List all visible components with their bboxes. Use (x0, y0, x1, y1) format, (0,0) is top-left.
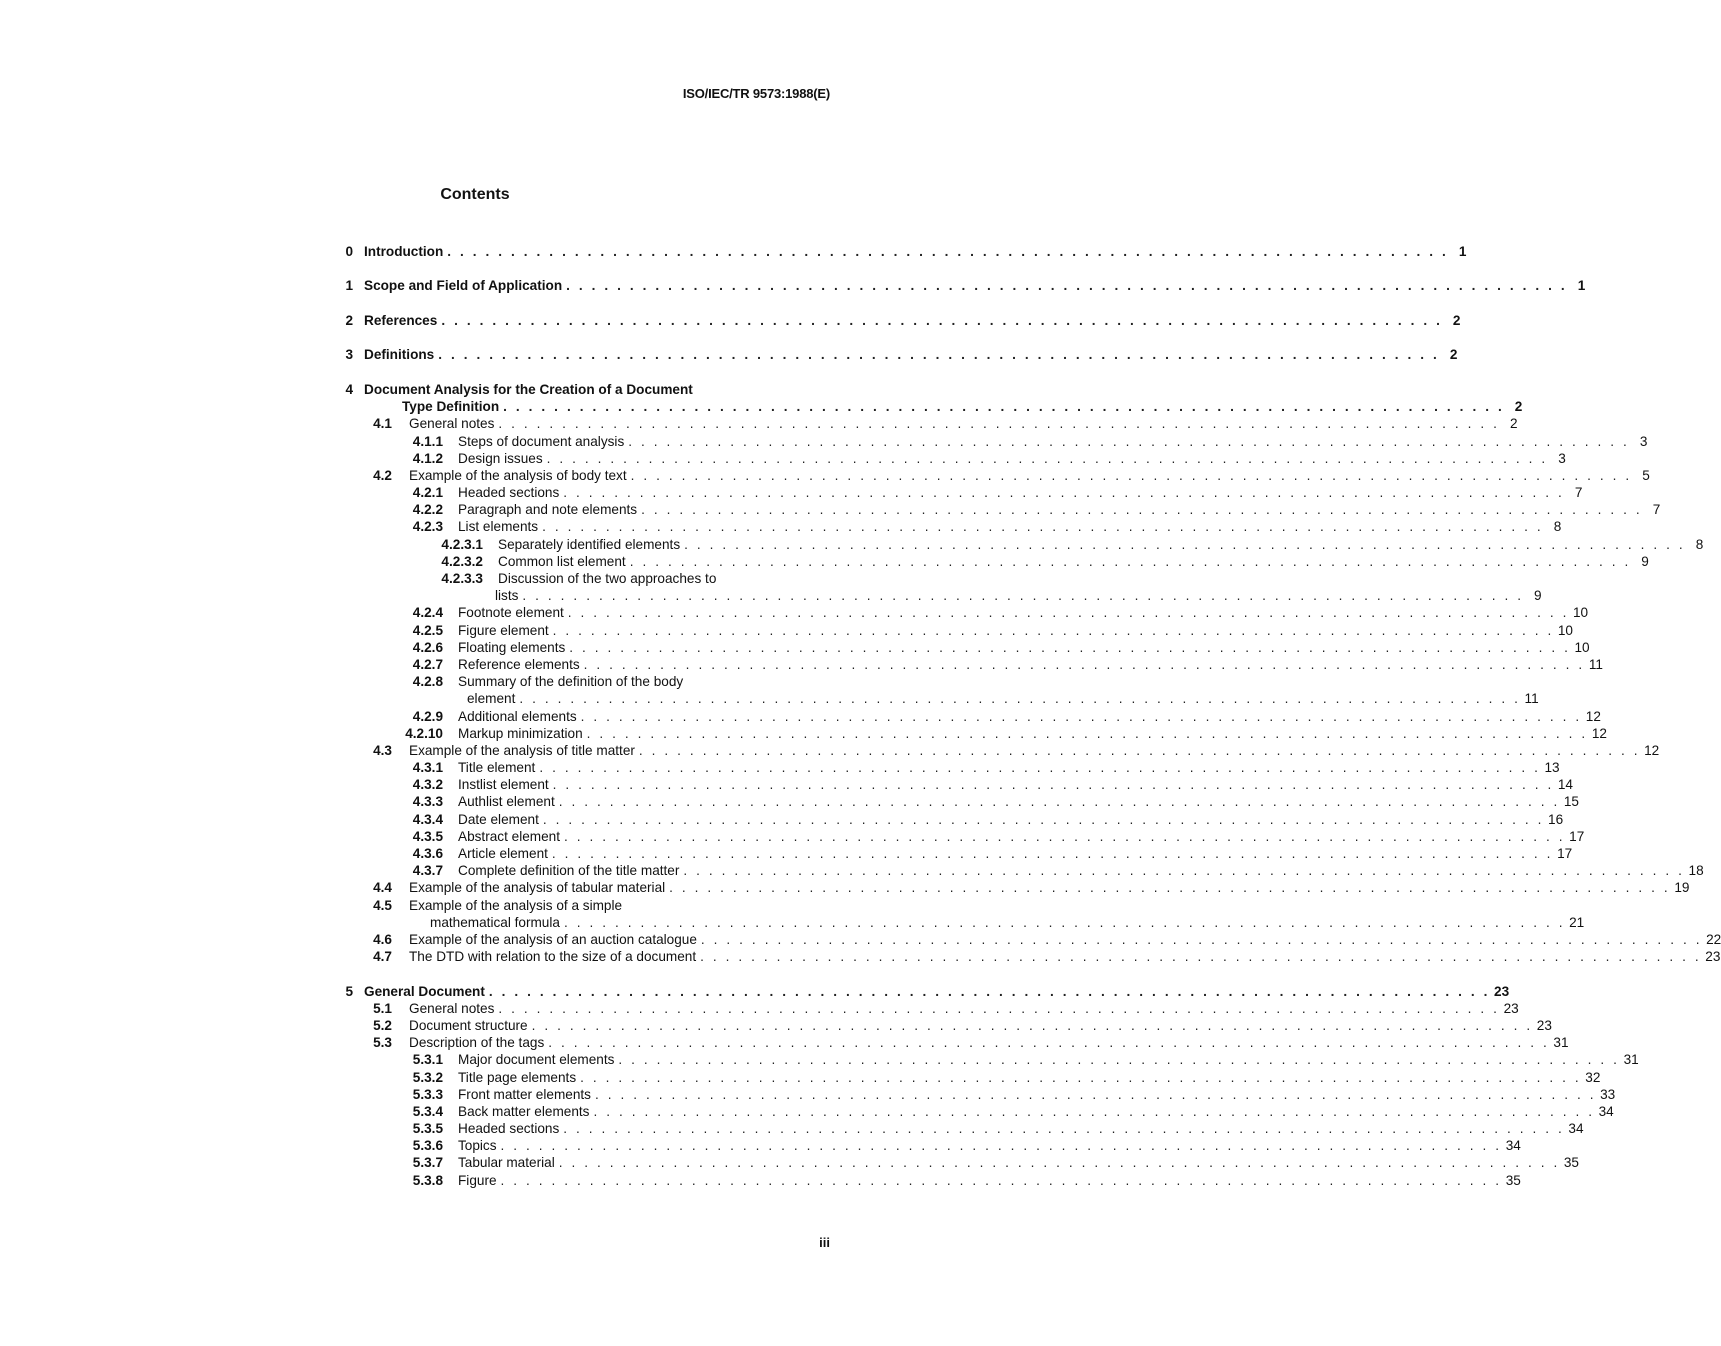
toc-entry-page: 10 (1572, 605, 1589, 621)
toc-entry-title: Design issues (458, 450, 543, 466)
toc-entry-title: The DTD with relation to the size of a document (409, 949, 697, 965)
toc-entry-title: Example of the analysis of a simple (409, 897, 623, 913)
toc-entry-page: 2 (1449, 347, 1458, 363)
toc-entry-title: Headed sections (458, 1121, 560, 1137)
dot-leader: . . . . . . . . . . . . . . . . . . . . . . . . . . . . . . . . . . . . . . . . . . . . . . . . . . . . . . . . . . . . . . . . . . . . . . . . . . . . . . . (630, 467, 1632, 483)
dot-leader: . . . . . . . . . . . . . . . . . . . . . . . . . . . . . . . . . . . . . . . . . . . . . . . . . . . . . . . . . . . . . . . . . . . . . . . . . . . . . . . (669, 880, 1671, 896)
toc-entry-title: Additional elements (458, 708, 577, 724)
toc-entry-page: 17 (1569, 828, 1585, 844)
toc-entry-number: 4.3.4 (412, 811, 443, 827)
toc-entry-number: 3 (345, 347, 353, 363)
spacer (345, 364, 830, 381)
toc-entry-page: 9 (1641, 553, 1649, 569)
dot-leader: . . . . . . . . . . . . . . . . . . . . . . . . . . . . . . . . . . . . . . . . . . . . . . . . . . . . . . . . . . . . . . . . . . . . . . . . . . . . . . . (551, 846, 1554, 861)
toc-entry (345, 1172, 1521, 1189)
toc-entry-title: Back matter elements (458, 1103, 590, 1119)
toc-entry (345, 673, 830, 690)
toc-entry-page: 1 (1577, 278, 1586, 294)
toc-entry-page: 1 (1458, 244, 1467, 259)
toc-entry-number: 4.2.3 (412, 519, 443, 535)
dot-leader: . . . . . . . . . . . . . . . . . . . . . . . . . . . . . . . . . . . . . . . . . . . . . . . . . . . . . . . . . . . . . . . . . . . . . . . . . . . . . . . (503, 399, 1505, 415)
toc-entry (345, 467, 1650, 484)
toc-entry-page: 10 (1574, 639, 1590, 655)
toc-entry (345, 243, 1467, 260)
toc-entry-page: 22 (1706, 931, 1721, 947)
toc-entry-number: 4.3.5 (412, 828, 443, 844)
toc-entry-number: 5.3 (373, 1035, 392, 1051)
toc-entry (345, 450, 1566, 467)
toc-entry-page: 23 (1536, 1017, 1552, 1033)
toc-entry-number: 4.2.5 (412, 622, 443, 638)
toc-entry (345, 1103, 1614, 1120)
toc-entry-title: Title page elements (458, 1069, 577, 1085)
toc-entry-page: 10 (1557, 622, 1573, 638)
toc-entry-title: Document Analysis for the Creation of a Document (364, 381, 693, 397)
toc-entry (345, 1034, 1569, 1051)
toc-entry (345, 1137, 1521, 1154)
toc-entry-page: 2 (1452, 312, 1461, 328)
toc-entry (345, 433, 1648, 450)
toc-entry-number: 5.3.5 (412, 1121, 443, 1137)
toc-entry-page: 21 (1569, 914, 1585, 930)
spacer (345, 295, 830, 312)
toc-entry-title: Example of the analysis of tabular material (409, 880, 666, 896)
toc-entry-number: 5.3.7 (412, 1155, 443, 1171)
table-of-contents (345, 243, 1721, 1189)
toc-entry-title: Type Definition (402, 399, 500, 415)
toc-entry-number: 1 (345, 278, 353, 294)
toc-entry (345, 759, 1560, 776)
toc-entry-page: 33 (1600, 1086, 1616, 1102)
toc-entry (345, 536, 1704, 553)
toc-entry-number: 5.2 (373, 1017, 392, 1033)
toc-entry (345, 1000, 1519, 1017)
dot-leader: . . . . . . . . . . . . . . . . . . . . . . . . . . . . . . . . . . . . . . . . . . . . . . . . . . . . . . . . . . . . . . . . . . . . . . . . . . . . . . . (441, 312, 1443, 328)
toc-entry-page: 8 (1695, 536, 1704, 552)
dot-leader: . . . . . . . . . . . . . . . . . . . . . . . . . . . . . . . . . . . . . . . . . . . . . . . . . . . . . . . . . . . . . . . . . . . . . . . . . . . . . . . (586, 725, 1588, 741)
dot-leader: . . . . . . . . . . . . . . . . . . . . . . . . . . . . . . . . . . . . . . . . . . . . . . . . . . . . . . . . . . . . . . . . . . . . . . . . . . . . . . . (558, 794, 1560, 810)
toc-entry-page: 17 (1557, 846, 1573, 861)
toc-entry-number: 5.3.8 (412, 1172, 443, 1188)
toc-entry (345, 690, 1539, 707)
toc-entry-page: 12 (1585, 708, 1601, 724)
toc-entry-number: 4.2.2 (412, 502, 443, 518)
dot-leader: . . . . . . . . . . . . . . . . . . . . . . . . . . . . . . . . . . . . . . . . . . . . . . . . . . . . . . . . . . . . . . . . . . . . . . . . . . . . . . . (488, 983, 1491, 999)
toc-entry-page: 23 (1503, 1000, 1519, 1016)
toc-entry (345, 484, 1583, 501)
toc-entry-number: 4.2.7 (412, 656, 443, 672)
toc-entry (345, 415, 1518, 432)
toc-entry-title: Article element (458, 846, 548, 861)
toc-entry-title: Footnote element (458, 605, 564, 621)
toc-entry (345, 828, 1585, 845)
toc-entry-title: Topics (458, 1138, 497, 1154)
dot-leader: . . . . . . . . . . . . . . . . . . . . . . . . . . . . . . . . . . . . . . . . . . . . . . . . . . . . . . . . . . . . . . . . . . . . . . . . . . . . . . . (438, 347, 1440, 363)
toc-entry (345, 983, 1510, 1000)
toc-entry-page: 31 (1553, 1035, 1569, 1051)
toc-entry-title: General Document (364, 983, 485, 999)
toc-entry-title: Complete definition of the title matter (458, 863, 680, 879)
toc-entry-number: 4.2.3.1 (441, 536, 483, 552)
dot-leader: . . . . . . . . . . . . . . . . . . . . . . . . . . . . . . . . . . . . . . . . . . . . . . . . . . . . . . . . . . . . . . . . . . . . . . . . . . . . . . . (542, 811, 1545, 827)
toc-entry-page: 12 (1591, 725, 1607, 741)
toc-entry-page: 2 (1514, 399, 1523, 415)
dot-leader: . . . . . . . . . . . . . . . . . . . . . . . . . . . . . . . . . . . . . . . . . . . . . . . . . . . . . . . . . . . . . . . . . . . . . . . . . . . . . . . (629, 553, 1631, 569)
toc-entry-number: 5.1 (373, 1000, 392, 1016)
toc-entry (345, 604, 1589, 621)
toc-entry-title: Example of the analysis of body text (409, 467, 627, 483)
toc-entry-number: 4.2.10 (405, 725, 443, 741)
toc-entry (345, 501, 1661, 518)
toc-entry (345, 776, 1573, 793)
toc-entry (345, 639, 1590, 656)
toc-entry-title: Reference elements (458, 656, 580, 672)
toc-entry (345, 931, 1721, 948)
toc-entry (345, 381, 830, 398)
toc-entry-title: Example of the analysis of title matter (409, 742, 635, 758)
toc-entry-title: Major document elements (458, 1052, 615, 1068)
toc-entry (345, 725, 1607, 742)
toc-entry-number: 4.3.7 (412, 863, 443, 879)
toc-entry-page: 3 (1639, 433, 1648, 449)
dot-leader: . . . . . . . . . . . . . . . . . . . . . . . . . . . . . . . . . . . . . . . . . . . . . . . . . . . . . . . . . . . . . . . . . . . . . . . . . . . . . . . (583, 656, 1585, 672)
dot-leader: . . . . . . . . . . . . . . . . . . . . . . . . . . . . . . . . . . . . . . . . . . . . . . . . . . . . . . . . . . . . . . . . . . . . . . . . . . . . . . . (563, 1121, 1565, 1137)
toc-entry (345, 346, 1458, 363)
toc-entry-number: 4.5 (373, 897, 392, 913)
toc-entry (345, 312, 1461, 329)
toc-entry (345, 553, 1649, 570)
toc-entry-title: Figure (458, 1172, 497, 1188)
toc-entry-title: Abstract element (458, 828, 560, 844)
dot-leader: . . . . . . . . . . . . . . . . . . . . . . . . . . . . . . . . . . . . . . . . . . . . . . . . . . . . . . . . . . . . . . . . . . . . . . . . . . . . . . . (700, 949, 1702, 965)
toc-entry-page: 3 (1558, 450, 1566, 466)
dot-leader: . . . . . . . . . . . . . . . . . . . . . . . . . . . . . . . . . . . . . . . . . . . . . . . . . . . . . . . . . . . . . . . . . . . . . . . . . . . . . . . (546, 450, 1548, 466)
toc-entry-number: 5.3.3 (412, 1086, 443, 1102)
toc-entry (345, 862, 1704, 879)
toc-entry (345, 587, 1542, 604)
toc-entry (345, 845, 1573, 862)
dot-leader: . . . . . . . . . . . . . . . . . . . . . . . . . . . . . . . . . . . . . . . . . . . . . . . . . . . . . . . . . . . . . . . . . . . . . . . . . . . . . . . (580, 708, 1582, 724)
spacer (345, 260, 830, 277)
dot-leader: . . . . . . . . . . . . . . . . . . . . . . . . . . . . . . . . . . . . . . . . . . . . . . . . . . . . . . . . . . . . . . . . . . . . . . . . . . . . . . . (700, 931, 1703, 947)
dot-leader: . . . . . . . . . . . . . . . . . . . . . . . . . . . . . . . . . . . . . . . . . . . . . . . . . . . . . . . . . . . . . . . . . . . . . . . . . . . . . . . (564, 828, 1566, 844)
toc-entry-title: lists (495, 588, 519, 604)
toc-entry (345, 1120, 1584, 1137)
toc-entry (345, 742, 1660, 759)
toc-entry-page: 8 (1553, 519, 1562, 535)
toc-entry-number: 4.1.2 (412, 450, 443, 466)
toc-entry-title: Authlist element (458, 794, 555, 810)
toc-entry-number: 4.2.3.3 (441, 571, 483, 586)
toc-entry-page: 7 (1574, 485, 1583, 501)
dot-leader: . . . . . . . . . . . . . . . . . . . . . . . . . . . . . . . . . . . . . . . . . . . . . . . . . . . . . . . . . . . . . . . . . . . . . . . . . . . . . . . (638, 742, 1641, 758)
dot-leader: . . . . . . . . . . . . . . . . . . . . . . . . . . . . . . . . . . . . . . . . . . . . . . . . . . . . . . . . . . . . . . . . . . . . . . . . . . . . . . . (522, 588, 1524, 604)
dot-leader: . . . . . . . . . . . . . . . . . . . . . . . . . . . . . . . . . . . . . . . . . . . . . . . . . . . . . . . . . . . . . . . . . . . . . . . . . . . . . . . (641, 502, 1643, 518)
toc-entry (345, 879, 1690, 896)
toc-entry-title: Summary of the definition of the body (458, 674, 684, 690)
dot-leader: . . . . . . . . . . . . . . . . . . . . . . . . . . . . . . . . . . . . . . . . . . . . . . . . . . . . . . . . . . . . . . . . . . . . . . . . . . . . . . . (552, 622, 1554, 638)
page-title: Contents (440, 186, 510, 203)
toc-entry (345, 656, 1603, 673)
dot-leader: . . . . . . . . . . . . . . . . . . . . . . . . . . . . . . . . . . . . . . . . . . . . . . . . . . . . . . . . . . . . . . . . . . . . . . . . . . . . . . . (558, 1155, 1560, 1171)
toc-entry-number: 4.2.9 (412, 708, 443, 724)
toc-entry-number: 4.2 (373, 467, 392, 483)
toc-entry-title: Example of the analysis of an auction catalogue (409, 931, 697, 947)
dot-leader: . . . . . . . . . . . . . . . . . . . . . . . . . . . . . . . . . . . . . . . . . . . . . . . . . . . . . . . . . . . . . . . . . . . . . . . . . . . . . . . (500, 1138, 1502, 1154)
toc-entry-page: 35 (1563, 1155, 1579, 1171)
toc-entry-title: Date element (458, 811, 539, 827)
toc-entry (345, 277, 1586, 294)
dot-leader: . . . . . . . . . . . . . . . . . . . . . . . . . . . . . . . . . . . . . . . . . . . . . . . . . . . . . . . . . . . . . . . . . . . . . . . . . . . . . . . (447, 244, 1449, 259)
toc-entry-page: 18 (1688, 863, 1704, 879)
toc-entry-number: 4.3.1 (412, 760, 443, 776)
toc-entry (345, 811, 1564, 828)
toc-entry-title: Markup minimization (458, 725, 583, 741)
toc-entry-title: Description of the tags (409, 1035, 545, 1051)
toc-entry-title: Title element (458, 760, 536, 776)
toc-entry (345, 1017, 1552, 1034)
dot-leader: . . . . . . . . . . . . . . . . . . . . . . . . . . . . . . . . . . . . . . . . . . . . . . . . . . . . . . . . . . . . . . . . . . . . . . . . . . . . . . . (628, 433, 1630, 449)
toc-entry-title: References (364, 312, 438, 328)
toc-entry-page: 2 (1510, 416, 1518, 432)
toc-entry-page: 34 (1598, 1103, 1614, 1119)
dot-leader: . . . . . . . . . . . . . . . . . . . . . . . . . . . . . . . . . . . . . . . . . . . . . . . . . . . . . . . . . . . . . . . . . . . . . . . . . . . . . . . (498, 416, 1500, 432)
dot-leader: . . . . . . . . . . . . . . . . . . . . . . . . . . . . . . . . . . . . . . . . . . . . . . . . . . . . . . . . . . . . . . . . . . . . . . . . . . . . . . . (548, 1035, 1550, 1051)
toc-entry-number: 4 (345, 381, 353, 397)
toc-entry (345, 622, 1573, 639)
toc-entry-page: 16 (1548, 811, 1564, 827)
dot-leader: . . . . . . . . . . . . . . . . . . . . . . . . . . . . . . . . . . . . . . . . . . . . . . . . . . . . . . . . . . . . . . . . . . . . . . . . . . . . . . . (519, 691, 1521, 707)
toc-entry-page: 19 (1674, 880, 1690, 896)
toc-entry-number: 5.3.2 (412, 1069, 443, 1085)
toc-entry (345, 570, 830, 587)
toc-entry-title: Tabular material (458, 1155, 555, 1171)
toc-entry-title: Paragraph and note elements (458, 502, 638, 518)
toc-entry (345, 948, 1721, 965)
toc-entry-number: 4.2.1 (412, 485, 443, 501)
toc-entry-title: mathematical formula (430, 914, 560, 930)
toc-entry-number: 5.3.6 (412, 1138, 443, 1154)
toc-entry (345, 708, 1601, 725)
toc-entry-page: 13 (1544, 760, 1560, 776)
toc-entry (345, 914, 1585, 931)
dot-leader: . . . . . . . . . . . . . . . . . . . . . . . . . . . . . . . . . . . . . . . . . . . . . . . . . . . . . . . . . . . . . . . . . . . . . . . . . . . . . . . (531, 1017, 1533, 1033)
toc-entry-page: 23 (1705, 949, 1721, 965)
toc-entry (345, 1154, 1579, 1171)
toc-entry-title: Scope and Field of Application (364, 278, 563, 294)
toc-entry (345, 897, 830, 914)
page-number: iii (819, 1235, 830, 1250)
toc-entry (345, 1086, 1616, 1103)
toc-entry-title: General notes (409, 416, 495, 432)
dot-leader: . . . . . . . . . . . . . . . . . . . . . . . . . . . . . . . . . . . . . . . . . . . . . . . . . . . . . . . . . . . . . . . . . . . . . . . . . . . . . . . (552, 777, 1554, 793)
toc-entry-number: 0 (345, 244, 353, 259)
dot-leader: . . . . . . . . . . . . . . . . . . . . . . . . . . . . . . . . . . . . . . . . . . . . . . . . . . . . . . . . . . . . . . . . . . . . . . . . . . . . . . . (563, 914, 1566, 930)
toc-entry-number: 4.4 (373, 880, 392, 896)
toc-entry-title: element (467, 691, 516, 707)
dot-leader: . . . . . . . . . . . . . . . . . . . . . . . . . . . . . . . . . . . . . . . . . . . . . . . . . . . . . . . . . . . . . . . . . . . . . . . . . . . . . . . (580, 1069, 1582, 1085)
dot-leader: . . . . . . . . . . . . . . . . . . . . . . . . . . . . . . . . . . . . . . . . . . . . . . . . . . . . . . . . . . . . . . . . . . . . . . . . . . . . . . . (500, 1172, 1502, 1188)
toc-entry-title: Floating elements (458, 639, 566, 655)
toc-entry-number: 5.3.1 (412, 1052, 443, 1068)
dot-leader: . . . . . . . . . . . . . . . . . . . . . . . . . . . . . . . . . . . . . . . . . . . . . . . . . . . . . . . . . . . . . . . . . . . . . . . . . . . . . . . (563, 485, 1565, 501)
toc-entry-number: 4.2.8 (412, 674, 443, 690)
toc-entry-number: 4.3.2 (412, 777, 443, 793)
dot-leader: . . . . . . . . . . . . . . . . . . . . . . . . . . . . . . . . . . . . . . . . . . . . . . . . . . . . . . . . . . . . . . . . . . . . . . . . . . . . . . . (618, 1052, 1620, 1068)
toc-entry (345, 518, 1562, 535)
toc-entry (345, 1069, 1601, 1086)
toc-entry (345, 1051, 1639, 1068)
toc-entry-number: 2 (345, 312, 353, 328)
toc-entry-page: 34 (1505, 1138, 1521, 1154)
toc-entry-page: 12 (1644, 742, 1660, 758)
toc-entry-number: 4.3 (373, 742, 392, 758)
dot-leader: . . . . . . . . . . . . . . . . . . . . . . . . . . . . . . . . . . . . . . . . . . . . . . . . . . . . . . . . . . . . . . . . . . . . . . . . . . . . . . . (539, 760, 1541, 776)
toc-entry-title: Document structure (409, 1017, 528, 1033)
toc-entry-title: Definitions (364, 347, 435, 363)
toc-entry-page: 5 (1642, 467, 1650, 483)
toc-entry-title: General notes (409, 1000, 495, 1016)
toc-entry-number: 4.1 (373, 416, 392, 432)
toc-entry-title: List elements (458, 519, 539, 535)
toc-entry-title: Common list element (498, 553, 626, 569)
dot-leader: . . . . . . . . . . . . . . . . . . . . . . . . . . . . . . . . . . . . . . . . . . . . . . . . . . . . . . . . . . . . . . . . . . . . . . . . . . . . . . . (683, 863, 1685, 879)
dot-leader: . . . . . . . . . . . . . . . . . . . . . . . . . . . . . . . . . . . . . . . . . . . . . . . . . . . . . . . . . . . . . . . . . . . . . . . . . . . . . . . (542, 519, 1544, 535)
toc-entry-number: 5 (345, 983, 353, 999)
toc-entry (345, 793, 1579, 810)
toc-entry (345, 398, 1523, 415)
toc-entry-title: Front matter elements (458, 1086, 591, 1102)
toc-entry-title: Introduction (364, 244, 444, 259)
toc-entry-page: 23 (1494, 983, 1510, 999)
dot-leader: . . . . . . . . . . . . . . . . . . . . . . . . . . . . . . . . . . . . . . . . . . . . . . . . . . . . . . . . . . . . . . . . . . . . . . . . . . . . . . . (594, 1086, 1597, 1102)
toc-entry-title: Instlist element (458, 777, 549, 793)
toc-entry-number: 4.1.1 (412, 433, 443, 449)
toc-entry-page: 14 (1557, 777, 1573, 793)
toc-entry-page: 9 (1534, 588, 1542, 604)
toc-entry-number: 4.3.3 (412, 794, 443, 810)
dot-leader: . . . . . . . . . . . . . . . . . . . . . . . . . . . . . . . . . . . . . . . . . . . . . . . . . . . . . . . . . . . . . . . . . . . . . . . . . . . . . . . (684, 536, 1686, 552)
toc-entry-page: 32 (1585, 1069, 1601, 1085)
toc-entry-title: Figure element (458, 622, 549, 638)
dot-leader: . . . . . . . . . . . . . . . . . . . . . . . . . . . . . . . . . . . . . . . . . . . . . . . . . . . . . . . . . . . . . . . . . . . . . . . . . . . . . . . (593, 1103, 1595, 1119)
toc-entry-title: Separately identified elements (498, 536, 681, 552)
dot-leader: . . . . . . . . . . . . . . . . . . . . . . . . . . . . . . . . . . . . . . . . . . . . . . . . . . . . . . . . . . . . . . . . . . . . . . . . . . . . . . . (566, 278, 1568, 294)
toc-entry-number: 4.2.4 (412, 605, 443, 621)
toc-entry-page: 31 (1623, 1052, 1639, 1068)
toc-entry-number: 4.2.3.2 (441, 553, 483, 569)
dot-leader: . . . . . . . . . . . . . . . . . . . . . . . . . . . . . . . . . . . . . . . . . . . . . . . . . . . . . . . . . . . . . . . . . . . . . . . . . . . . . . . (567, 605, 1569, 621)
toc-entry-number: 4.6 (373, 931, 392, 947)
toc-entry-number: 4.3.6 (412, 846, 443, 861)
toc-entry-page: 35 (1505, 1172, 1521, 1188)
toc-entry-number: 5.3.4 (412, 1103, 443, 1119)
toc-entry-page: 15 (1563, 794, 1579, 810)
toc-entry-page: 7 (1652, 502, 1661, 518)
spacer (345, 329, 830, 346)
dot-leader: . . . . . . . . . . . . . . . . . . . . . . . . . . . . . . . . . . . . . . . . . . . . . . . . . . . . . . . . . . . . . . . . . . . . . . . . . . . . . . . (569, 639, 1571, 655)
document-id-header: ISO/IEC/TR 9573:1988(E) (682, 86, 830, 101)
spacer (345, 965, 830, 982)
toc-entry-number: 4.7 (373, 949, 392, 965)
toc-entry-title: Steps of document analysis (458, 433, 625, 449)
toc-entry-page: 11 (1588, 656, 1603, 672)
toc-entry-number: 4.2.6 (412, 639, 443, 655)
toc-entry-title: Discussion of the two approaches to (498, 571, 717, 586)
toc-entry-page: 11 (1524, 691, 1539, 707)
toc-entry-page: 34 (1568, 1121, 1584, 1137)
toc-entry-title: Headed sections (458, 485, 560, 501)
dot-leader: . . . . . . . . . . . . . . . . . . . . . . . . . . . . . . . . . . . . . . . . . . . . . . . . . . . . . . . . . . . . . . . . . . . . . . . . . . . . . . . (498, 1000, 1500, 1016)
